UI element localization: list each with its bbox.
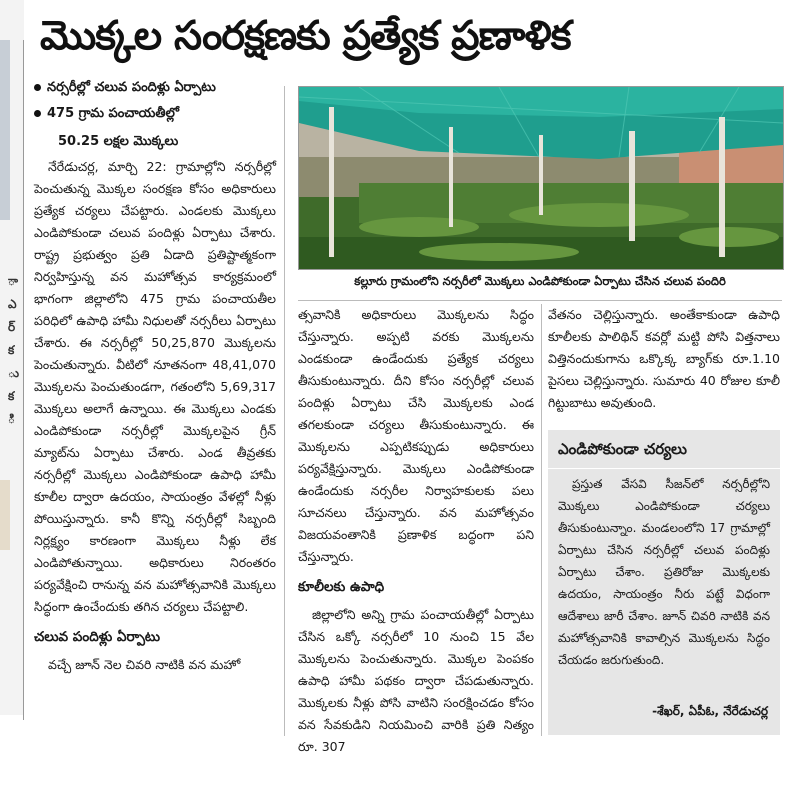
- nursery-photo: [298, 86, 784, 270]
- kicker-line: నర్సరీల్లో చలువ పందిళ్లు ఏర్పాటు: [34, 80, 216, 98]
- article-paragraph: నేరేడుచర్ల, మార్చి 22: గ్రామాల్లోని నర్సరీల్లో పెంచుతున్న మొక్కల సంరక్షణ కోసం అధికారులు ప్రత్యేక చర్యలు చేపట్టారు. ఎండలకు మొక్కలు ఎండిపోకుండా చలువ పందిళ్లు ఏర్పాటు చేశారు. రాష్ట్ర ప్రభుత్వం ప్రతి ఏడాది ప్రతిష్టాత్మకంగా నిర్వహిస్తున్న వన మహోత్సవ కార్యక్రమంలో భాగంగా జిల్లాలోని 475 గ్రామ పంచాయతీల పరిధిలో ఉపాధి హామీ నిధులతో నర్సరీలు ఏర్పాటు చేశారు. ఈ నర్సరీల్లో 50,25,870 మొక్కలను పెంచుతున్నారు. వీటిలో నూతనంగా 48,41,070 మొక్కలను పెంచుతుండగా, గతంలోని 5,69,317 మొక్కలు అలాగే ఉన్నాయి. ఈ మొక్కలు ఎండకు ఎండిపోకుండా నర్సరీల్లో మొక్కలపైన గ్రీన్ మ్యాట్‌ను ఏర్పాటు చేశారు. ఎండ తీవ్రతకు నర్సరీల్లో మొక్కలు ఎండిపోకుండా ఉపాధి హామీ కూలీల ద్వారా ఉదయం, సాయంత్రం వేళల్లో నీళ్లు పోయిస్తున్నారు. కానీ కొన్ని నర్సరీల్లో సిబ్బంది నిర్లక్ష్యం కారణంగా మొక్కలు నీళ్లు లేక ఎండిపోతున్నాయి. అధికారులు నిరంతరం పర్యవేక్షించి రానున్న వన మహోత్సవానికి మొక్కలు సిద్ధంగా ఉంచేందుకు తగిన చర్యలు చేపట్టాలి.: [34, 159, 276, 614]
- adjacent-photo-strip: [0, 480, 10, 550]
- photo-caption: కల్లూరు గ్రామంలోని నర్సరీలో మొక్కలు ఎండిపోకుండా ఏర్పాటు చేసిన చలువ పందిరి: [354, 274, 726, 288]
- article-column-1: [34, 156, 276, 676]
- article-paragraph: వేతనం చెల్లిస్తున్నారు. అంతేకాకుండా ఉపాధి కూలీలకు పాలిథిన్ కవర్లో మట్టి పోసి విత్తనాలు విత్తినందుకుగాను ఒక్కొక్క బ్యాగ్‌కు రూ.1.10 పైసలు చెల్లిస్తున్నారు. సుమారు 40 రోజుల కూలీ గిట్టుబాటు అవుతుంది.: [548, 307, 780, 410]
- article-paragraph: జిల్లాలోని అన్ని గ్రామ పంచాయతీల్లో ఏర్పాటు చేసిన ఒక్కో నర్సరీలో 10 నుంచి 15 వేల మొక్కలను పెంచుతున్నారు. మొక్కల పెంపకం ఉపాధి హామీ పథకం ద్వారా చేపడుతున్నారు. మొక్కలకు నీళ్లు పోసి వాటిని సంరక్షించడం కోసం వన సేవకుడిని నియమించి వారికి ప్రతి నిత్యం రూ. 307: [298, 607, 534, 754]
- official-quote-box: [548, 430, 780, 735]
- section-heading: కూలీలకు ఉపాధి: [298, 579, 385, 595]
- shade-net-nursery-illustration: [299, 87, 783, 269]
- article-paragraph: వచ్చే జూన్ నెల చివరి నాటికి వన మహో: [48, 657, 241, 672]
- article-paragraph: త్సవానికి అధికారులు మొక్కలను సిద్ధం చేస్తున్నారు. అప్పటి వరకు మొక్కలను ఎండకుండా ఉండేందుకు ప్రత్యేక చర్యలు తీసుకుంటున్నారు. దీని కోసం నర్సరీల్లో చలువ పందిళ్లు ఏర్పాటు చేసి మొక్కలకు ఎండ తగలకుండా చర్యలు తీసుకుంటున్నారు. ఈ మొక్కలను ఎప్పటికప్పుడు అధికారులు పర్యవేక్షిస్తున్నారు. మొక్కలు ఎండిపోకుండా ఉండేందుకు నర్సరీల నిర్వాహకులకు పలు సూచనలు చేస్తున్నారు. వన మహోత్సవం విజయవంతానికి ప్రణాళిక బద్ధంగా పని చేస్తున్నారు.: [298, 307, 534, 564]
- article-column-2: [298, 304, 534, 758]
- adjacent-text-fragments: ా ఎ ర్ క ు క ి: [8, 274, 20, 426]
- column-divider: [284, 86, 285, 736]
- section-divider: [298, 300, 782, 301]
- bullet-icon: [34, 84, 41, 91]
- column-divider: [23, 40, 24, 720]
- adjacent-article-edge: [0, 0, 24, 715]
- box-paragraph: ప్రస్తుత వేసవి సీజన్‌లో నర్సరీల్లోని మొక్కలు ఎండిపోకుండా చర్యలు తీసుకుంటున్నాం. మండలంలోని 17 గ్రామాల్లో ఏర్పాటు చేసిన నర్సరీల్లో చలువ పందిళ్లు ఏర్పాటు చేశాం. ప్రతిరోజు మొక్కలకు ఉదయం, సాయంత్రం నీరు పట్టే విధంగా ఆదేశాలు జారీ చేశాం. జూన్ చివరి నాటికి వన మహోత్సవానికి కావాల్సిన మొక్కలను సిద్ధం చేయడం జరుగుతుంది.: [558, 477, 770, 667]
- adjacent-photo-strip: [0, 40, 10, 220]
- column-divider: [541, 304, 542, 736]
- article-column-3: [548, 304, 780, 414]
- kicker-line: 475 గ్రామ పంచాయతీల్లో: [34, 106, 179, 124]
- bullet-icon: [34, 110, 41, 117]
- article-headline: మొక్కల సంరక్షణకు ప్రత్యేక ప్రణాళిక: [40, 13, 571, 59]
- section-heading: చలువ పందిళ్లు ఏర్పాటు: [34, 629, 161, 645]
- box-title: ఎండిపోకుండా చర్యలు: [548, 430, 780, 469]
- sub-deck: 50.25 లక్షల మొక్కలు: [58, 134, 179, 149]
- byline: -శేఖర్, ఏపీఓ, నేరేడుచర్ల: [652, 704, 768, 718]
